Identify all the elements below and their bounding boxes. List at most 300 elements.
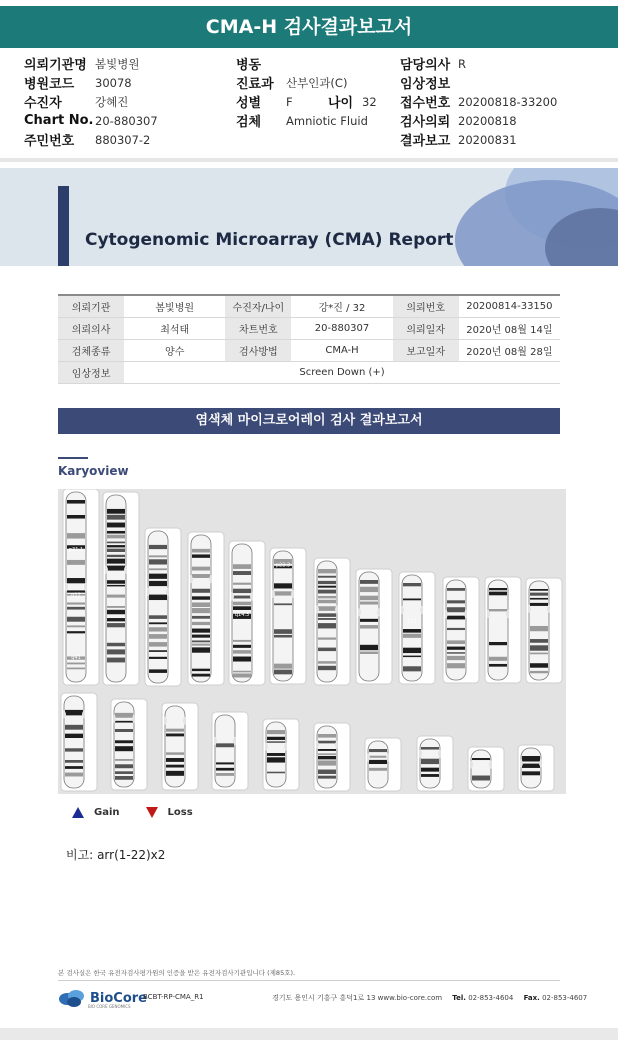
- chromosome-band: [107, 535, 125, 539]
- table-label: 의뢰번호: [393, 295, 459, 317]
- chromosome-band: [403, 583, 421, 586]
- chromosome-band: [421, 774, 439, 777]
- chromosome-ideogram: [417, 736, 453, 791]
- chromosome-band: [233, 673, 251, 677]
- header-column-3: [400, 54, 557, 149]
- chromosome-band: [115, 721, 133, 723]
- chromosome-band: [360, 645, 378, 650]
- band-label: q11: [407, 618, 417, 625]
- chromosome-ideogram: [263, 719, 299, 790]
- chromosome-band: [267, 772, 285, 774]
- chromosome-band: [267, 741, 285, 743]
- table-cell: 2020년 08월 14일: [459, 317, 560, 339]
- gain-triangle-icon: [72, 807, 84, 818]
- chromosome-band: [65, 773, 83, 777]
- chromosome-band: [67, 625, 85, 627]
- remark: [66, 846, 165, 863]
- chromosome-band: [369, 768, 387, 771]
- chromosome-band: [166, 752, 184, 754]
- header-key: 임상정보: [400, 77, 451, 92]
- table-row: [58, 295, 560, 317]
- chromosome-band: [149, 642, 167, 647]
- header-value: 20200818-33200: [458, 94, 558, 109]
- chromosome-band: [447, 616, 465, 620]
- chromosome-band: [216, 743, 234, 747]
- karyogram-panel: [58, 489, 566, 794]
- chromosome-band: [149, 657, 167, 659]
- table-cell: 봄빛병원: [124, 295, 225, 317]
- chromosome-body: [402, 575, 422, 681]
- chromosome-ideogram: [314, 558, 350, 685]
- chromosome-band: [192, 574, 210, 578]
- chromosome-band: [149, 595, 167, 600]
- chromosome-body: [471, 750, 491, 788]
- chromosome-ideogram: [468, 747, 504, 791]
- header-column-2: [236, 54, 377, 130]
- chromosome-ideogram: [111, 699, 147, 790]
- chromosome-band: [318, 637, 336, 639]
- chromosome-band: [318, 586, 336, 588]
- header-key: 검사의뢰: [400, 115, 451, 130]
- chromosome-band: [149, 650, 167, 652]
- chromosome-ideogram: [145, 528, 181, 686]
- chromosome-band: [216, 762, 234, 764]
- chromosome-band: [107, 566, 125, 571]
- chromosome-band: [274, 629, 292, 634]
- chromosome-band: [318, 569, 336, 573]
- chromosome-body: [368, 741, 388, 788]
- header-value: 880307-2: [95, 132, 151, 147]
- chromosome-band: [192, 608, 210, 613]
- chromosome-ideogram: [356, 569, 392, 684]
- chromosome-band: [192, 596, 210, 599]
- chromosome-band: [67, 515, 85, 519]
- karyoview-label: Karyoview: [58, 464, 129, 478]
- chromosome-band: [318, 756, 336, 759]
- chromosome-band: [166, 771, 184, 776]
- chromosome-body: [521, 748, 541, 788]
- chromosome-band: [149, 622, 167, 624]
- fax-value: 02-853-4607: [542, 994, 588, 1002]
- banner-accent-bar: [58, 186, 69, 266]
- divider: [58, 980, 560, 981]
- header-key: 수진자: [24, 96, 62, 111]
- chromosome-band: [267, 753, 285, 756]
- chromosome-band: [233, 596, 251, 599]
- chromosome-band: [115, 746, 133, 751]
- band-label: q14.3: [234, 611, 250, 618]
- chromosome-band: [447, 656, 465, 660]
- chromosome-band: [115, 764, 133, 768]
- chromosome-band: [318, 581, 336, 584]
- header-key: 진료과: [236, 77, 274, 92]
- chromosome-band: [107, 515, 125, 520]
- table-cell: 강*진 / 32: [291, 295, 392, 317]
- chromosome-ideogram: [212, 712, 248, 790]
- header-key: 성별: [236, 96, 262, 111]
- band-label: q41: [71, 655, 81, 662]
- chromosome-band: [107, 610, 125, 614]
- banner-title: Cytogenomic Microarray (CMA) Report: [85, 230, 454, 250]
- chromosome-ideogram: [443, 577, 479, 683]
- header-value: Amniotic Fluid: [286, 113, 368, 128]
- chromosome-ideogram: [61, 693, 97, 791]
- logo-subtext: BIO CORE GENOMICS: [88, 1004, 131, 1009]
- chromosome-band: [274, 635, 292, 638]
- chromosome-band: [107, 542, 125, 544]
- chromosome-band: [472, 758, 490, 760]
- chromosome-band: [318, 618, 336, 620]
- chromosome-band: [166, 734, 184, 737]
- chromosome-band: [530, 626, 548, 631]
- chromosome-band: [107, 658, 125, 663]
- chromosome-band: [107, 549, 125, 552]
- chromosome-band: [65, 766, 83, 769]
- loss-label: Loss: [167, 806, 193, 818]
- remark-value: arr(1-22)x2: [97, 848, 166, 862]
- chromosome-band: [192, 640, 210, 642]
- table-cell: 최석태: [124, 317, 225, 339]
- chromosome-band: [530, 593, 548, 596]
- chromosome-band: [447, 628, 465, 630]
- chromosome-band: [233, 571, 251, 575]
- chromosome-band: [318, 749, 336, 751]
- chromosome-band: [522, 756, 540, 761]
- header-value: 봄빛병원: [95, 56, 140, 71]
- logo-text: BioCore: [90, 990, 147, 1006]
- chromosome-band: [447, 588, 465, 591]
- chromosome-band: [192, 616, 210, 619]
- chromosome-band: [67, 668, 85, 670]
- report-title: CMA-H 검사결과보고서: [0, 6, 618, 48]
- footer-contact: [272, 993, 587, 1003]
- header-value: 32: [362, 94, 377, 109]
- chromosome-band: [233, 606, 251, 610]
- chromosome-band: [192, 554, 210, 557]
- page-bottom-band: [0, 1028, 618, 1040]
- chromosome-band: [318, 613, 336, 617]
- chromosome-band: [149, 581, 167, 586]
- chromosome-band: [318, 590, 336, 594]
- chromosome-band: [107, 618, 125, 621]
- chromosome-band: [360, 587, 378, 592]
- table-cell: 20-880307: [291, 317, 392, 339]
- tel-value: 02-853-4604: [468, 994, 514, 1002]
- header-key: Chart No.: [24, 113, 94, 128]
- chromosome-band: [403, 666, 421, 671]
- chromosome-band: [447, 607, 465, 612]
- header-value: R: [458, 56, 466, 71]
- header-key: 결과보고: [400, 134, 451, 149]
- chromosome-band: [115, 713, 133, 718]
- chromosome-band: [274, 591, 292, 595]
- header-column-1: [24, 54, 158, 149]
- chromosome-band: [403, 598, 421, 600]
- chromosome-band: [67, 500, 85, 504]
- chromosome-ideogram: [518, 745, 554, 791]
- clinical-info-value: Screen Down (+): [124, 361, 560, 383]
- chromosome-band: [149, 627, 167, 631]
- chromosome-band: [107, 649, 125, 654]
- chromosome-band: [107, 580, 125, 584]
- band-label: q12: [71, 592, 81, 599]
- chromosome-band: [107, 595, 125, 598]
- chromosome-band: [67, 617, 85, 622]
- header-value: 20-880307: [95, 113, 158, 128]
- chromosome-band: [166, 729, 184, 732]
- chromosome-band: [530, 589, 548, 591]
- table-row: [58, 361, 560, 383]
- header-key: 병동: [236, 58, 262, 73]
- chromosome-band: [369, 760, 387, 764]
- chromosome-band: [67, 578, 85, 583]
- chromosome-ideogram: [399, 572, 435, 684]
- chromosome-ideogram: [526, 578, 562, 683]
- chromosome-band: [192, 635, 210, 638]
- chromosome-band: [489, 592, 507, 596]
- chromosome-band: [115, 759, 133, 761]
- table-label: 의뢰의사: [58, 317, 124, 339]
- chromosome-band: [107, 509, 125, 514]
- chromosome-band: [192, 622, 210, 625]
- header-key: 담당의사: [400, 58, 451, 73]
- chromosome-band: [192, 567, 210, 571]
- chromosome-band: [530, 653, 548, 655]
- chromosome-band: [267, 730, 285, 734]
- chromosome-band: [489, 588, 507, 590]
- chromosome-band: [149, 669, 167, 673]
- chromosome-band: [233, 589, 251, 593]
- chromosome-band: [369, 749, 387, 752]
- chromosome-band: [472, 776, 490, 781]
- table-cell: 20200814-33150: [459, 295, 560, 317]
- chromosome-band: [67, 533, 85, 538]
- chromosome-band: [192, 602, 210, 607]
- chromosome-band: [318, 606, 336, 611]
- chromosome-band: [216, 768, 234, 771]
- chromosome-band: [149, 574, 167, 579]
- loss-triangle-icon: [146, 807, 158, 818]
- chromosome-band: [149, 634, 167, 639]
- chromosome-band: [233, 640, 251, 642]
- chromosome-band: [115, 740, 133, 743]
- chromosome-band: [65, 710, 83, 715]
- chromosome-band: [107, 643, 125, 646]
- chromosome-band: [318, 741, 336, 744]
- chromosome-band: [447, 663, 465, 668]
- chromosome-band: [447, 640, 465, 644]
- karyogram-image: [58, 489, 566, 794]
- chromosome-band: [360, 619, 378, 622]
- chromosome-band: [447, 600, 465, 603]
- chromosome-band: [318, 776, 336, 779]
- chromosome-band: [233, 564, 251, 569]
- chromosome-band: [403, 648, 421, 653]
- chromosome-band: [318, 661, 336, 664]
- table-row: [58, 317, 560, 339]
- chromosome-band: [149, 545, 167, 549]
- chromosome-band: [107, 585, 125, 587]
- chromosome-band: [489, 642, 507, 645]
- chromosome-band: [65, 734, 83, 738]
- biocore-logo: [58, 986, 147, 1010]
- report-banner: [0, 168, 618, 266]
- table-cell: 2020년 08월 28일: [459, 339, 560, 361]
- chromosome-band: [274, 664, 292, 669]
- chromosome-band: [530, 603, 548, 606]
- chromosome-band: [489, 657, 507, 661]
- chromosome-band: [107, 559, 125, 564]
- chromosome-band: [530, 671, 548, 673]
- chromosome-band: [107, 555, 125, 557]
- chromosome-band: [67, 602, 85, 604]
- chromosome-band: [318, 648, 336, 651]
- header-key: 의뢰기관명: [24, 58, 87, 73]
- table-row: [58, 339, 560, 361]
- gain-label: Gain: [94, 806, 120, 818]
- chromosome-band: [233, 602, 251, 605]
- chromosome-band: [166, 765, 184, 768]
- header-value: 20200818: [458, 113, 517, 128]
- divider: [58, 457, 88, 459]
- chromosome-band: [192, 644, 210, 646]
- chromosome-band: [360, 652, 378, 654]
- chromosome-body: [148, 531, 168, 683]
- chromosome-body: [273, 551, 293, 681]
- header-key: 나이: [328, 96, 354, 111]
- chromosome-band: [274, 583, 292, 588]
- header-key: 접수번호: [400, 96, 451, 111]
- table-label: 검사방법: [225, 339, 291, 361]
- chromosome-band: [318, 753, 336, 755]
- chromosome-ideogram: [162, 703, 198, 790]
- chromosome-body: [215, 715, 235, 787]
- header-value: F: [286, 94, 293, 109]
- header-value: 강혜진: [95, 94, 129, 109]
- chromosome-band: [360, 625, 378, 628]
- table-label: 의뢰일자: [393, 317, 459, 339]
- chromosome-band: [107, 523, 125, 528]
- footer-address: 경기도 용인시 기흥구 흥덕1로 13 www.bio-core.com: [272, 994, 443, 1002]
- chromosome-band: [274, 603, 292, 605]
- chromosome-band: [65, 760, 83, 763]
- chromosome-band: [233, 645, 251, 648]
- chromosome-ideogram: [365, 738, 401, 791]
- chromosome-band: [318, 576, 336, 578]
- chromosome-band: [318, 734, 336, 738]
- chromosome-band: [115, 771, 133, 774]
- chromosome-band: [67, 631, 85, 633]
- patient-header: [0, 52, 618, 156]
- chromosome-band: [115, 776, 133, 780]
- chromosome-band: [115, 729, 133, 732]
- chromosome-band: [318, 600, 336, 603]
- chromosome-band: [192, 674, 210, 677]
- band-label: p31.1: [68, 546, 84, 553]
- chromosome-band: [421, 759, 439, 764]
- chromosome-band: [530, 598, 548, 600]
- table-label: 의뢰기관: [58, 295, 124, 317]
- table-label: 검체종류: [58, 339, 124, 361]
- chromosome-body: [66, 492, 86, 682]
- chromosome-band: [318, 770, 336, 774]
- chromosome-band: [149, 555, 167, 557]
- chromosome-band: [67, 663, 85, 665]
- chromosome-band: [360, 580, 378, 584]
- chromosome-ideogram: [103, 492, 139, 685]
- chromosome-band: [67, 560, 85, 565]
- chromosome-band: [318, 623, 336, 628]
- chromosome-band: [233, 583, 251, 585]
- table-label: 임상정보: [58, 361, 124, 383]
- chromosome-band: [267, 737, 285, 740]
- chromosome-band: [192, 589, 210, 593]
- table-cell: 양수: [124, 339, 225, 361]
- tel-label: Tel.: [452, 994, 466, 1002]
- chromosome-body: [317, 561, 337, 682]
- table-label: 수진자/나이: [225, 295, 291, 317]
- chromosome-band: [192, 669, 210, 671]
- header-value: 30078: [95, 75, 132, 90]
- chromosome-band: [421, 768, 439, 772]
- chromosome-band: [233, 671, 251, 673]
- chromosome-band: [166, 758, 184, 762]
- chromosome-band: [233, 650, 251, 654]
- chromosome-band: [447, 652, 465, 654]
- chromosome-band: [403, 629, 421, 633]
- chromosome-band: [421, 747, 439, 750]
- chromosome-band: [360, 596, 378, 601]
- table-label: 차트번호: [225, 317, 291, 339]
- chromosome-band: [107, 545, 125, 547]
- chromosome-band: [149, 568, 167, 570]
- chromosome-ideogram: [314, 723, 350, 791]
- header-key: 검체: [236, 115, 262, 130]
- logo-icon: [58, 988, 86, 1008]
- chromosome-band: [65, 725, 83, 730]
- header-value: 20200831: [458, 132, 517, 147]
- chromosome-band: [216, 773, 234, 776]
- table-label: 보고일자: [393, 339, 459, 361]
- legend: [72, 805, 193, 819]
- chromosome-band: [447, 647, 465, 650]
- chromosome-band: [149, 559, 167, 564]
- chromosome-band: [369, 756, 387, 758]
- chromosome-band: [192, 549, 210, 553]
- request-info-table: [58, 294, 560, 384]
- divider: [0, 158, 618, 162]
- chromosome-band: [192, 647, 210, 652]
- header-key: 병원코드: [24, 77, 75, 92]
- chromosome-band: [274, 670, 292, 675]
- chromosome-band: [318, 760, 336, 765]
- chromosome-band: [530, 663, 548, 667]
- chromosome-band: [107, 623, 125, 627]
- header-value: 산부인과(C): [286, 75, 348, 90]
- chromosome-band: [192, 629, 210, 633]
- chromosome-band: [360, 602, 378, 605]
- chromosome-band: [318, 666, 336, 670]
- chromosome-band: [530, 639, 548, 643]
- chromosome-band: [149, 615, 167, 619]
- chromosome-band: [489, 609, 507, 611]
- chromosome-band: [67, 607, 85, 610]
- chromosome-ideogram: [63, 489, 99, 685]
- accreditation-note: 본 검사실은 한국 유전자검사평가원의 인증을 받은 유전자검사기관입니다 (제85호).: [58, 969, 296, 977]
- chromosome-ideogram: [485, 577, 521, 683]
- chromosome-ideogram: [188, 532, 224, 685]
- header-key: 주민번호: [24, 134, 75, 149]
